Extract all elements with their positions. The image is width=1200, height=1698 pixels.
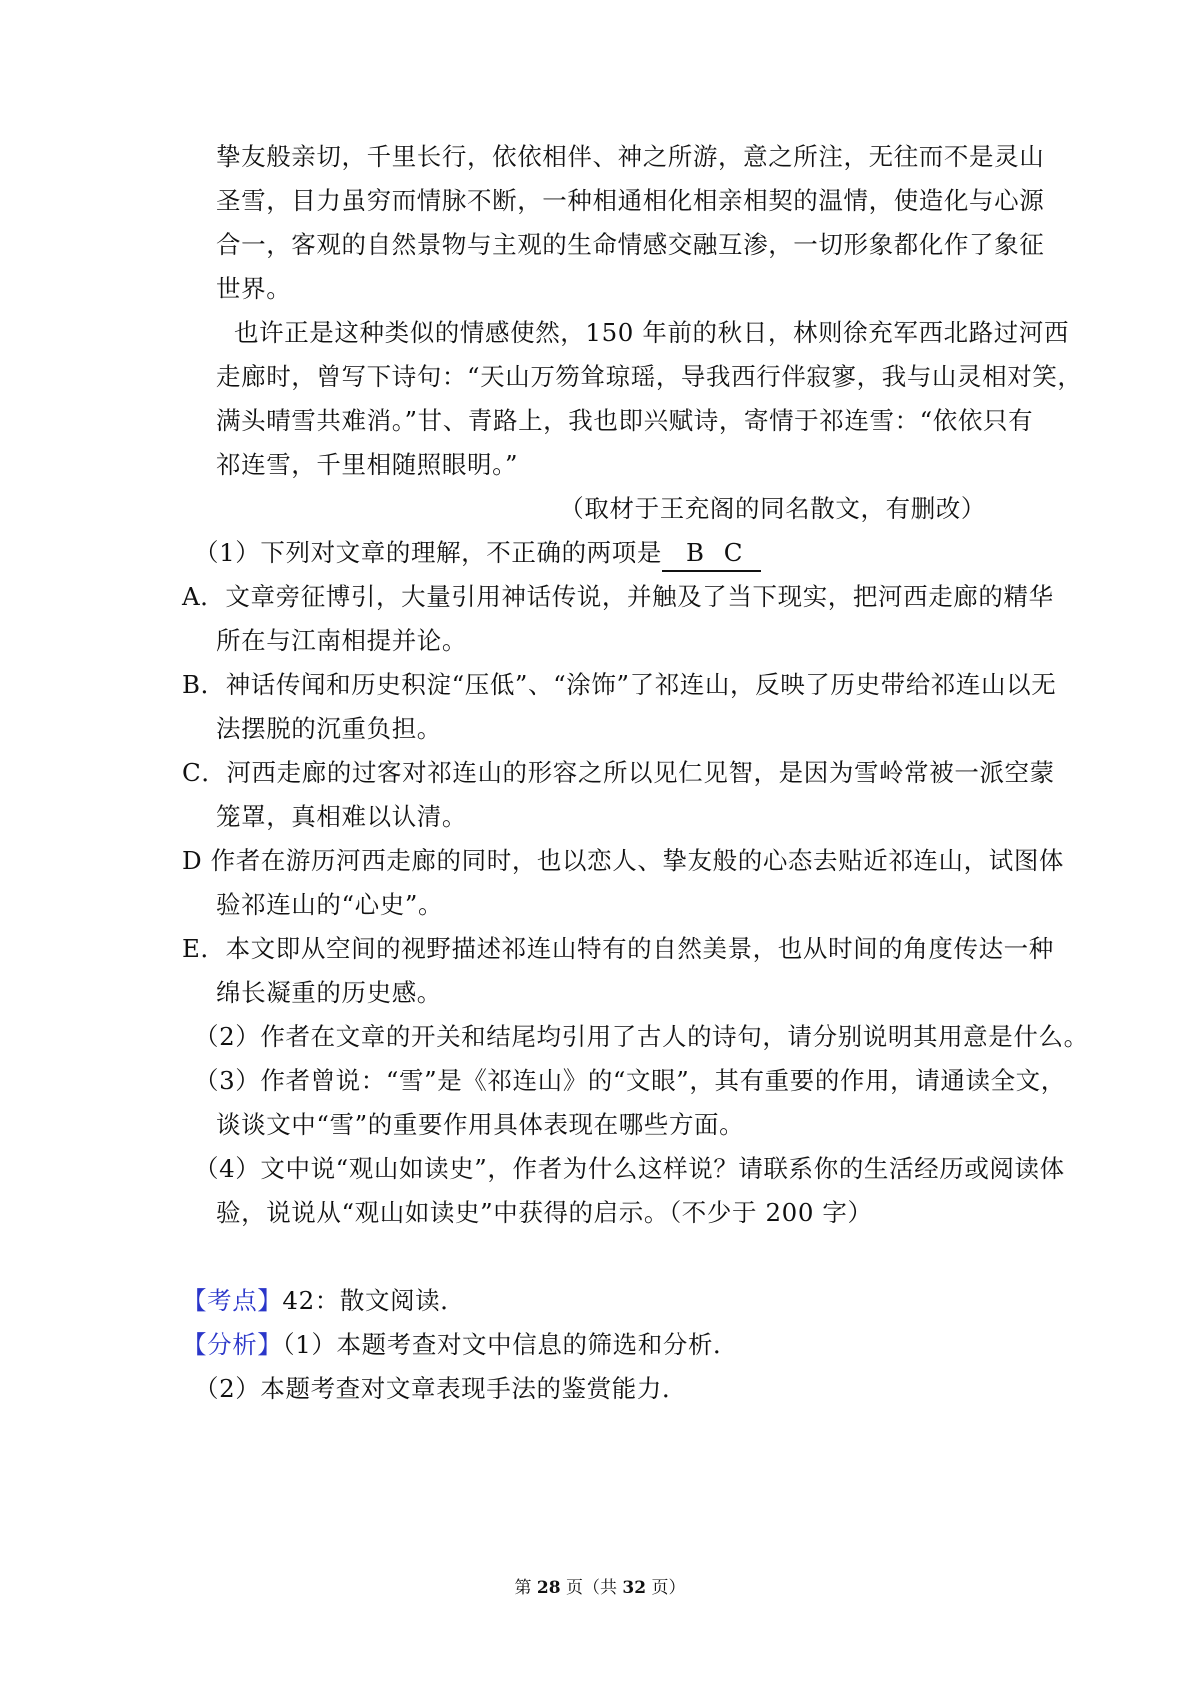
question-2: （2）作者在文章的开关和结尾均引用了古人的诗句，请分别说明其用意是什么。 — [194, 1022, 1089, 1051]
question-3-line1: （3）作者曾说：“雪”是《祁连山》的“文眼”，其有重要的作用，请通读全文， — [194, 1066, 1066, 1095]
option-e-line1: E．本文即从空间的视野描述祁连山特有的自然美景，也从时间的角度传达一种 — [182, 934, 1054, 963]
passage-line: 挚友般亲切，千里长行，依依相伴、神之所游，意之所注，无往而不是灵山 — [216, 142, 1045, 171]
fenxi-line — [182, 1328, 738, 1362]
question-1-stem: （1）下列对文章的理解，不正确的两项是 — [194, 538, 662, 567]
page-footer — [0, 1576, 1200, 1600]
question-1-answer: B C — [662, 536, 761, 572]
passage-line: 合一，客观的自然景物与主观的生命情感交融互渗，一切形象都化作了象征 — [216, 230, 1045, 259]
option-a-line1: A．文章旁征博引，大量引用神话传说，并触及了当下现实，把河西走廊的精华 — [182, 582, 1054, 611]
passage-line: 祁连雪，千里相随照眼明。” — [216, 450, 519, 479]
passage-line: 圣雪，目力虽穷而情脉不断，一种相通相化相亲相契的温情，使造化与心源 — [216, 186, 1045, 215]
option-c-line2: 笼罩，真相难以认清。 — [216, 802, 467, 831]
question-4-line2: 验，说说从“观山如读史”中获得的启示。（不少于 200 字） — [216, 1198, 873, 1227]
option-b-line1: B．神话传闻和历史积淀“压低”、“涂饰”了祁连山，反映了历史带给祁连山以无 — [182, 670, 1057, 699]
passage-line: 也许正是这种类似的情感使然，150 年前的秋日，林则徐充军西北路过河西 — [234, 318, 1070, 347]
option-d-line2: 验祁连山的“心史”。 — [216, 890, 444, 919]
kaodian-tag: 【考点】 — [182, 1286, 283, 1315]
footer-mid: 页（共 — [566, 1578, 617, 1598]
footer-suffix: 页） — [651, 1578, 686, 1598]
source-note: （取材于王充阁的同名散文，有删改） — [559, 494, 986, 523]
kaodian-text: 42：散文阅读． — [282, 1286, 466, 1315]
fenxi-line-2: （2）本题考查对文章表现手法的鉴赏能力． — [194, 1374, 688, 1403]
question-3-line2: 谈谈文中“雪”的重要作用具体表现在哪些方面。 — [216, 1110, 745, 1139]
footer-page-number: 28 — [536, 1578, 561, 1598]
passage-line: 走廊时，曾写下诗句：“天山万笏耸琼瑶，导我西行伴寂寥，我与山灵相对笑， — [216, 362, 1083, 391]
option-e-line2: 绵长凝重的历史感。 — [216, 978, 442, 1007]
kaodian-line — [182, 1284, 465, 1318]
option-b-line2: 法摆脱的沉重负担。 — [216, 714, 442, 743]
footer-prefix: 第 — [514, 1578, 532, 1598]
question-1 — [194, 536, 761, 572]
passage-line: 满头晴雪共难消。”甘、青路上，我也即兴赋诗，寄情于祁连雪：“依依只有 — [216, 406, 1034, 435]
footer-total-pages: 32 — [622, 1578, 647, 1598]
option-a-line2: 所在与江南相提并论。 — [216, 626, 467, 655]
passage-line: 世界。 — [216, 274, 292, 303]
question-4-line1: （4）文中说“观山如读史”，作者为什么这样说？请联系你的生活经历或阅读体 — [194, 1154, 1065, 1183]
option-c-line1: C．河西走廊的过客对祁连山的形容之所以见仁见智，是因为雪岭常被一派空蒙 — [182, 758, 1055, 787]
fenxi-text: （1）本题考查对文中信息的筛选和分析． — [282, 1330, 739, 1359]
option-d-line1: D 作者在游历河西走廊的同时，也以恋人、挚友般的心态去贴近祁连山，试图体 — [182, 846, 1065, 875]
fenxi-tag: 【分析】 — [182, 1330, 283, 1359]
